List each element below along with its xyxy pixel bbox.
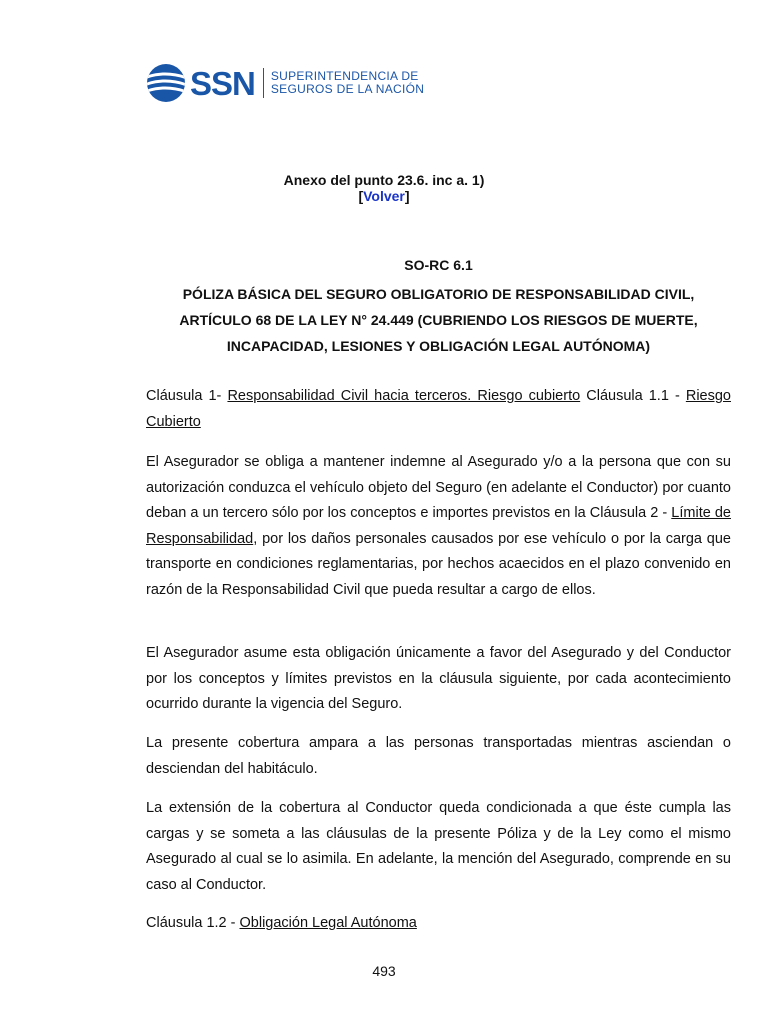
ssn-globe-icon	[146, 63, 186, 103]
logo-line-2: SEGUROS DE LA NACIÓN	[270, 82, 425, 96]
ssn-full-name	[271, 70, 424, 96]
clause-1-2-title: Obligación Legal Autónoma	[239, 915, 417, 931]
ssn-logo	[146, 63, 424, 103]
paragraph-3-text: La presente cobertura ampara a las personas transportadas mientras asciendan o desciendan del habitáculo.	[146, 735, 731, 777]
paragraph-3	[146, 731, 731, 782]
clause-1-prefix: Cláusula 1-	[146, 388, 228, 404]
paragraph-2-text: El Asegurador asume esta obligación únicamente a favor del Asegurado y del Conductor por los conceptos y límites previstos en la cláusula siguiente, por cada acontecimiento ocurrido durante la vigencia del Seguro.	[146, 645, 731, 712]
paragraph-4-text: La extensión de la cobertura al Conductor queda condicionada a que éste cumpla las cargas y se someta a las cláusulas de la presente Póliza y de la Ley como el mismo Asegurado al cual se lo asimila. En adelante, la mención del Asegurado, comprende en su caso al Conductor.	[146, 800, 731, 893]
paragraph-1-after: , por los daños personales causados por ese vehículo o por la carga que transporte en condiciones reglamentarias, por hechos acaecidos en el plazo convenido en razón de la Responsabilidad Civil que pueda resultar a cargo de ellos.	[146, 530, 731, 598]
logo-divider	[263, 68, 264, 98]
clause-1-2-heading	[146, 911, 731, 937]
annex-title: Anexo del punto 23.6. inc a. 1)	[283, 172, 485, 188]
paragraph-2	[146, 641, 731, 718]
bracket-close: ]	[404, 188, 410, 204]
paragraph-4	[146, 796, 731, 898]
clause-1-title: Responsabilidad Civil hacia terceros. Riesgo cubierto	[227, 388, 581, 404]
ssn-wordmark: SSN	[190, 64, 255, 102]
paragraph-1-reference: Límite de Responsabilidad	[146, 505, 731, 547]
clause-1-1-title: Riesgo Cubierto	[146, 388, 731, 430]
volver-link[interactable]: Volver	[363, 188, 405, 204]
clause-1-mid: Cláusula 1.1 -	[580, 388, 686, 404]
annex-back	[0, 188, 768, 204]
logo-line-1: SUPERINTENDENCIA DE	[270, 69, 419, 83]
paragraph-1-before: El Asegurador se obliga a mantener indemne al Asegurado y/o a la persona que con su autorización conduzca el vehículo objeto del Seguro (en adelante el Conductor) por cuanto deban a un tercero sólo por los conceptos e importes previstos en la Cláusula 2 -	[146, 454, 731, 521]
bracket-open: [	[358, 188, 364, 204]
page-number: 493	[372, 963, 396, 979]
policy-title: PÓLIZA BÁSICA DEL SEGURO OBLIGATORIO DE RESPONSABILIDAD CIVIL, ARTÍCULO 68 DE LA LEY N° 24.449 (CUBRIENDO LOS RIESGOS DE MUERTE, INCAPACIDAD, LESIONES Y OBLIGACIÓN LEGAL AUTÓNOMA)	[179, 286, 698, 354]
paragraph-1	[146, 450, 731, 603]
policy-code: SO-RC 6.1	[404, 257, 473, 273]
clause-1-heading	[146, 384, 731, 435]
clause-1-2-prefix: Cláusula 1.2 -	[146, 915, 240, 931]
